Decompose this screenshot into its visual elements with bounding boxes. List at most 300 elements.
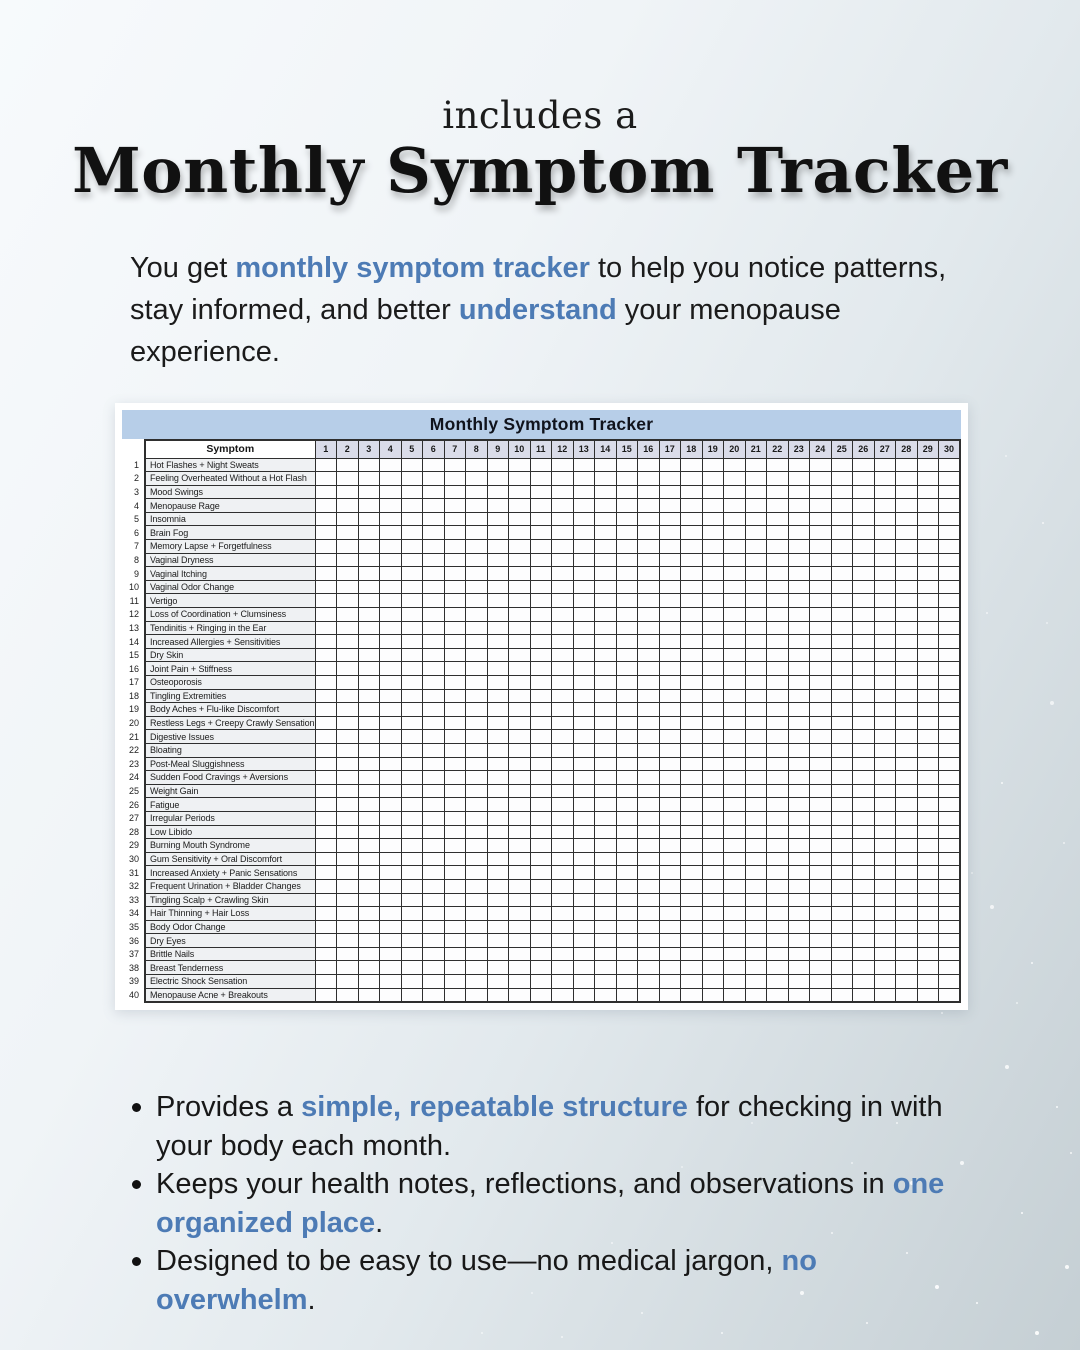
accent-text: monthly symptom tracker bbox=[235, 252, 590, 284]
day-cell bbox=[401, 716, 423, 730]
row-number: 33 bbox=[128, 894, 139, 905]
symptom-label: Body Odor Change bbox=[145, 920, 315, 934]
day-cell bbox=[853, 703, 875, 717]
symptom-label: Vertigo bbox=[145, 594, 315, 608]
day-cell bbox=[595, 730, 617, 744]
day-cell bbox=[616, 893, 638, 907]
day-cell bbox=[315, 920, 337, 934]
day-cell bbox=[573, 811, 595, 825]
day-cell bbox=[423, 988, 445, 1002]
day-cell bbox=[573, 852, 595, 866]
day-cell bbox=[896, 920, 918, 934]
day-cell bbox=[831, 934, 853, 948]
day-cell bbox=[616, 621, 638, 635]
day-cell bbox=[358, 472, 380, 486]
day-cell bbox=[896, 716, 918, 730]
day-cell bbox=[896, 648, 918, 662]
day-cell bbox=[401, 567, 423, 581]
row-number: 37 bbox=[128, 949, 139, 960]
day-cell bbox=[380, 648, 402, 662]
day-cell bbox=[638, 771, 660, 785]
day-cell bbox=[788, 730, 810, 744]
day-cell bbox=[595, 580, 617, 594]
day-cell bbox=[788, 893, 810, 907]
day-cell bbox=[874, 608, 896, 622]
day-cell bbox=[702, 947, 724, 961]
day-cell bbox=[939, 526, 961, 540]
day-cell bbox=[616, 594, 638, 608]
day-cell bbox=[337, 798, 359, 812]
day-cell bbox=[638, 689, 660, 703]
day-cell bbox=[659, 784, 681, 798]
row-number: 38 bbox=[128, 962, 139, 973]
day-cell bbox=[917, 512, 939, 526]
day-cell bbox=[423, 553, 445, 567]
day-cell bbox=[745, 567, 767, 581]
day-cell bbox=[681, 798, 703, 812]
day-cell bbox=[767, 852, 789, 866]
day-column-header: 7 bbox=[444, 440, 466, 458]
day-cell bbox=[595, 594, 617, 608]
day-cell bbox=[530, 730, 552, 744]
day-cell bbox=[917, 866, 939, 880]
day-cell bbox=[767, 811, 789, 825]
day-cell bbox=[767, 934, 789, 948]
day-cell bbox=[853, 771, 875, 785]
day-cell bbox=[638, 825, 660, 839]
day-cell bbox=[874, 689, 896, 703]
day-cell bbox=[939, 608, 961, 622]
day-column-header: 24 bbox=[810, 440, 832, 458]
day-cell bbox=[444, 866, 466, 880]
day-cell bbox=[423, 580, 445, 594]
day-cell bbox=[337, 676, 359, 690]
day-cell bbox=[810, 934, 832, 948]
day-cell bbox=[423, 811, 445, 825]
day-cell bbox=[745, 458, 767, 472]
day-cell bbox=[487, 608, 509, 622]
day-cell bbox=[767, 621, 789, 635]
day-cell bbox=[358, 757, 380, 771]
day-cell bbox=[530, 703, 552, 717]
day-cell bbox=[358, 866, 380, 880]
day-cell bbox=[939, 757, 961, 771]
day-cell bbox=[315, 499, 337, 513]
day-cell bbox=[337, 485, 359, 499]
day-cell bbox=[595, 540, 617, 554]
row-number: 16 bbox=[128, 663, 139, 674]
day-cell bbox=[831, 730, 853, 744]
day-cell bbox=[401, 961, 423, 975]
day-cell bbox=[745, 893, 767, 907]
day-cell bbox=[401, 934, 423, 948]
day-cell bbox=[724, 499, 746, 513]
day-cell bbox=[337, 540, 359, 554]
row-number: 28 bbox=[128, 826, 139, 837]
day-cell bbox=[466, 907, 488, 921]
day-cell bbox=[702, 934, 724, 948]
day-cell bbox=[724, 839, 746, 853]
day-cell bbox=[767, 825, 789, 839]
symptom-label: Vaginal Odor Change bbox=[145, 580, 315, 594]
day-cell bbox=[702, 893, 724, 907]
day-cell bbox=[638, 798, 660, 812]
day-cell bbox=[595, 988, 617, 1002]
day-column-header: 29 bbox=[917, 440, 939, 458]
day-cell bbox=[509, 458, 531, 472]
day-cell bbox=[724, 512, 746, 526]
day-cell bbox=[530, 920, 552, 934]
day-cell bbox=[358, 608, 380, 622]
day-cell bbox=[831, 485, 853, 499]
day-cell bbox=[810, 689, 832, 703]
day-cell bbox=[509, 934, 531, 948]
symptom-label: Bloating bbox=[145, 743, 315, 757]
day-cell bbox=[466, 621, 488, 635]
day-cell bbox=[401, 676, 423, 690]
day-cell bbox=[380, 866, 402, 880]
day-cell bbox=[896, 608, 918, 622]
day-cell bbox=[552, 662, 574, 676]
day-cell bbox=[702, 580, 724, 594]
day-cell bbox=[616, 730, 638, 744]
day-cell bbox=[530, 825, 552, 839]
day-cell bbox=[724, 798, 746, 812]
day-cell bbox=[896, 689, 918, 703]
day-cell bbox=[466, 458, 488, 472]
day-cell bbox=[939, 648, 961, 662]
day-cell bbox=[358, 648, 380, 662]
day-cell bbox=[315, 961, 337, 975]
day-cell bbox=[552, 716, 574, 730]
day-cell bbox=[337, 499, 359, 513]
day-cell bbox=[788, 594, 810, 608]
day-cell bbox=[724, 458, 746, 472]
day-cell bbox=[573, 866, 595, 880]
day-cell bbox=[616, 934, 638, 948]
day-cell bbox=[874, 852, 896, 866]
day-cell bbox=[573, 757, 595, 771]
day-cell bbox=[380, 526, 402, 540]
day-cell bbox=[853, 499, 875, 513]
day-cell bbox=[401, 879, 423, 893]
day-cell bbox=[530, 852, 552, 866]
day-cell bbox=[681, 553, 703, 567]
row-number: 12 bbox=[128, 609, 139, 620]
day-cell bbox=[681, 716, 703, 730]
row-number: 30 bbox=[128, 854, 139, 865]
day-cell bbox=[423, 879, 445, 893]
day-cell bbox=[315, 458, 337, 472]
day-cell bbox=[573, 771, 595, 785]
day-cell bbox=[466, 893, 488, 907]
day-cell bbox=[444, 907, 466, 921]
day-cell bbox=[380, 988, 402, 1002]
day-cell bbox=[466, 934, 488, 948]
day-cell bbox=[616, 703, 638, 717]
day-cell bbox=[315, 594, 337, 608]
table-row bbox=[122, 703, 960, 717]
day-cell bbox=[788, 907, 810, 921]
day-cell bbox=[724, 689, 746, 703]
day-cell bbox=[337, 825, 359, 839]
day-cell bbox=[745, 540, 767, 554]
day-cell bbox=[896, 472, 918, 486]
day-cell bbox=[874, 540, 896, 554]
day-cell bbox=[659, 662, 681, 676]
day-cell bbox=[358, 784, 380, 798]
day-cell bbox=[487, 635, 509, 649]
row-number: 4 bbox=[133, 500, 139, 511]
day-cell bbox=[681, 689, 703, 703]
day-cell bbox=[853, 594, 875, 608]
symptom-label: Brittle Nails bbox=[145, 947, 315, 961]
day-cell bbox=[380, 798, 402, 812]
day-cell bbox=[423, 798, 445, 812]
day-cell bbox=[315, 608, 337, 622]
day-cell bbox=[767, 771, 789, 785]
day-cell bbox=[659, 771, 681, 785]
day-cell bbox=[810, 567, 832, 581]
day-cell bbox=[595, 784, 617, 798]
day-cell bbox=[358, 839, 380, 853]
day-cell bbox=[337, 757, 359, 771]
day-cell bbox=[853, 757, 875, 771]
day-cell bbox=[702, 811, 724, 825]
day-cell bbox=[917, 825, 939, 839]
day-cell bbox=[831, 635, 853, 649]
day-cell bbox=[896, 866, 918, 880]
day-cell bbox=[745, 975, 767, 989]
day-cell bbox=[444, 703, 466, 717]
day-cell bbox=[530, 961, 552, 975]
day-cell bbox=[853, 866, 875, 880]
day-cell bbox=[874, 947, 896, 961]
day-cell bbox=[702, 648, 724, 662]
day-cell bbox=[337, 689, 359, 703]
day-cell bbox=[896, 485, 918, 499]
symptom-label: Dry Eyes bbox=[145, 934, 315, 948]
day-cell bbox=[423, 730, 445, 744]
day-cell bbox=[659, 472, 681, 486]
day-cell bbox=[530, 811, 552, 825]
day-cell bbox=[638, 540, 660, 554]
day-cell bbox=[337, 893, 359, 907]
day-cell bbox=[380, 757, 402, 771]
day-cell bbox=[702, 553, 724, 567]
row-number: 11 bbox=[129, 595, 139, 606]
day-cell bbox=[659, 730, 681, 744]
day-cell bbox=[595, 771, 617, 785]
day-cell bbox=[401, 730, 423, 744]
day-cell bbox=[831, 526, 853, 540]
table-row bbox=[122, 907, 960, 921]
day-cell bbox=[896, 567, 918, 581]
day-cell bbox=[917, 662, 939, 676]
day-cell bbox=[810, 988, 832, 1002]
day-cell bbox=[552, 975, 574, 989]
day-cell bbox=[788, 662, 810, 676]
day-cell bbox=[831, 621, 853, 635]
day-cell bbox=[337, 526, 359, 540]
day-cell bbox=[788, 811, 810, 825]
day-cell bbox=[874, 798, 896, 812]
day-cell bbox=[487, 879, 509, 893]
day-cell bbox=[487, 689, 509, 703]
day-cell bbox=[530, 975, 552, 989]
day-cell bbox=[724, 608, 746, 622]
day-cell bbox=[358, 540, 380, 554]
day-cell bbox=[853, 621, 875, 635]
day-cell bbox=[466, 743, 488, 757]
day-cell bbox=[659, 839, 681, 853]
day-cell bbox=[745, 608, 767, 622]
day-cell bbox=[853, 553, 875, 567]
day-cell bbox=[810, 757, 832, 771]
day-column-header: 13 bbox=[573, 440, 595, 458]
day-cell bbox=[810, 743, 832, 757]
day-cell bbox=[810, 961, 832, 975]
day-cell bbox=[444, 757, 466, 771]
day-cell bbox=[509, 472, 531, 486]
day-cell bbox=[745, 526, 767, 540]
day-cell bbox=[788, 608, 810, 622]
day-cell bbox=[487, 540, 509, 554]
day-cell bbox=[767, 540, 789, 554]
day-cell bbox=[659, 716, 681, 730]
day-cell bbox=[509, 907, 531, 921]
day-cell bbox=[380, 907, 402, 921]
day-cell bbox=[917, 839, 939, 853]
day-cell bbox=[337, 920, 359, 934]
bullet-list bbox=[132, 1088, 960, 1319]
day-cell bbox=[466, 852, 488, 866]
day-cell bbox=[659, 512, 681, 526]
day-cell bbox=[702, 743, 724, 757]
day-cell bbox=[315, 866, 337, 880]
day-cell bbox=[380, 676, 402, 690]
day-cell bbox=[831, 975, 853, 989]
day-cell bbox=[788, 743, 810, 757]
day-cell bbox=[896, 621, 918, 635]
day-cell bbox=[917, 689, 939, 703]
day-cell bbox=[681, 472, 703, 486]
day-column-header: 2 bbox=[337, 440, 359, 458]
day-cell bbox=[595, 743, 617, 757]
day-cell bbox=[917, 934, 939, 948]
plain-text: for checking in with your body each month. bbox=[156, 1091, 943, 1162]
day-cell bbox=[874, 485, 896, 499]
day-cell bbox=[616, 947, 638, 961]
day-cell bbox=[681, 580, 703, 594]
day-cell bbox=[337, 662, 359, 676]
day-cell bbox=[444, 730, 466, 744]
day-cell bbox=[853, 512, 875, 526]
day-cell bbox=[595, 907, 617, 921]
day-cell bbox=[724, 811, 746, 825]
day-cell bbox=[831, 988, 853, 1002]
day-cell bbox=[595, 635, 617, 649]
day-cell bbox=[487, 730, 509, 744]
day-cell bbox=[767, 988, 789, 1002]
day-cell bbox=[552, 676, 574, 690]
day-cell bbox=[724, 907, 746, 921]
day-cell bbox=[595, 662, 617, 676]
day-cell bbox=[573, 608, 595, 622]
day-cell bbox=[831, 879, 853, 893]
day-cell bbox=[724, 526, 746, 540]
day-cell bbox=[681, 771, 703, 785]
day-cell bbox=[638, 961, 660, 975]
day-cell bbox=[810, 879, 832, 893]
day-cell bbox=[337, 907, 359, 921]
day-cell bbox=[595, 947, 617, 961]
row-number: 25 bbox=[128, 786, 139, 797]
row-number: 17 bbox=[128, 677, 139, 688]
day-cell bbox=[358, 526, 380, 540]
symptom-label: Digestive Issues bbox=[145, 730, 315, 744]
day-cell bbox=[552, 621, 574, 635]
day-cell bbox=[917, 485, 939, 499]
day-cell bbox=[853, 839, 875, 853]
day-cell bbox=[681, 703, 703, 717]
day-cell bbox=[466, 580, 488, 594]
day-cell bbox=[917, 472, 939, 486]
day-cell bbox=[767, 730, 789, 744]
day-cell bbox=[681, 526, 703, 540]
day-cell bbox=[466, 594, 488, 608]
day-cell bbox=[423, 499, 445, 513]
day-cell bbox=[552, 947, 574, 961]
day-cell bbox=[896, 934, 918, 948]
day-cell bbox=[724, 757, 746, 771]
day-cell bbox=[874, 553, 896, 567]
day-cell bbox=[423, 472, 445, 486]
day-cell bbox=[939, 852, 961, 866]
row-number: 6 bbox=[133, 527, 139, 538]
day-cell bbox=[681, 907, 703, 921]
day-cell bbox=[401, 920, 423, 934]
day-cell bbox=[659, 934, 681, 948]
day-cell bbox=[939, 975, 961, 989]
day-cell bbox=[358, 798, 380, 812]
day-cell bbox=[595, 458, 617, 472]
day-cell bbox=[917, 743, 939, 757]
day-cell bbox=[681, 621, 703, 635]
day-cell bbox=[509, 879, 531, 893]
day-cell bbox=[509, 839, 531, 853]
day-cell bbox=[487, 907, 509, 921]
day-cell bbox=[939, 621, 961, 635]
table-row bbox=[122, 716, 960, 730]
day-cell bbox=[380, 852, 402, 866]
day-cell bbox=[896, 852, 918, 866]
day-cell bbox=[702, 975, 724, 989]
day-cell bbox=[702, 689, 724, 703]
day-cell bbox=[315, 676, 337, 690]
day-cell bbox=[788, 961, 810, 975]
day-cell bbox=[401, 703, 423, 717]
day-cell bbox=[552, 648, 574, 662]
day-cell bbox=[466, 920, 488, 934]
day-cell bbox=[724, 920, 746, 934]
day-cell bbox=[530, 866, 552, 880]
day-cell bbox=[552, 866, 574, 880]
day-cell bbox=[917, 580, 939, 594]
day-cell bbox=[659, 893, 681, 907]
day-cell bbox=[853, 907, 875, 921]
day-cell bbox=[401, 743, 423, 757]
